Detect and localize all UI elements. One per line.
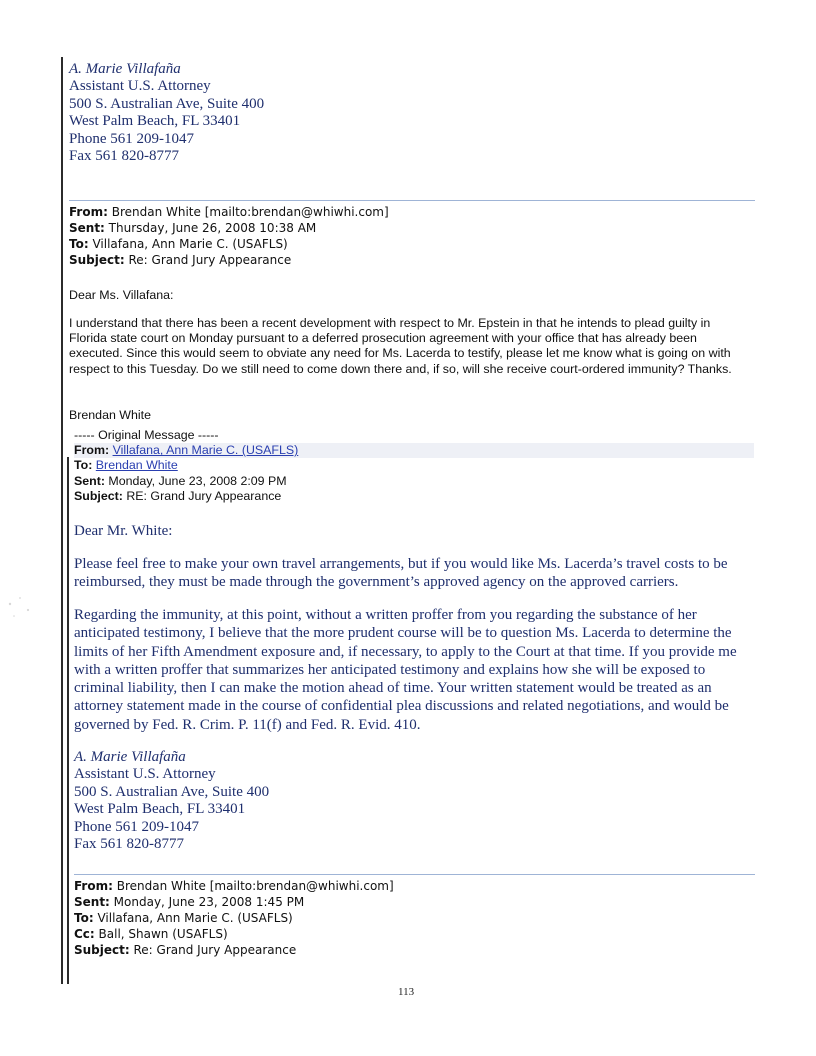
scan-artifact bbox=[0, 590, 40, 630]
sent-line: Sent: Monday, June 23, 2008 1:45 PM bbox=[74, 895, 305, 909]
signature-address2: West Palm Beach, FL 33401 bbox=[69, 113, 241, 130]
email1-paragraph: I understand that there has been a recent development with respect to Mr. Epstein in that he intends to plead guilty in Florida state court on Monday pursuant to a deferred prosecution agreement with your office that has already been executed. Since this would seem to obviate any need for Ms. Lacerda to testify, please let me know what is going on with respect to this Tuesday. Do we still need to come down there and, if so, will she receive court-ordered immunity? Thanks. bbox=[69, 316, 732, 376]
original-sent-line: Sent: Monday, June 23, 2008 2:09 PM bbox=[74, 473, 287, 488]
signature-address1: 500 S. Australian Ave, Suite 400 bbox=[74, 783, 270, 800]
signature-address1: 500 S. Australian Ave, Suite 400 bbox=[69, 95, 265, 112]
signature-fax: Fax 561 820-8777 bbox=[74, 836, 184, 853]
signature-title: Assistant U.S. Attorney bbox=[74, 766, 216, 783]
signature-block-bottom bbox=[74, 749, 269, 853]
signature-phone: Phone 561 209-1047 bbox=[69, 130, 194, 147]
email1-signoff: Brendan White bbox=[69, 408, 151, 422]
header-divider-2 bbox=[74, 874, 755, 875]
page-number: 113 bbox=[398, 986, 415, 998]
signature-fax: Fax 561 820-8777 bbox=[69, 148, 179, 165]
signature-title: Assistant U.S. Attorney bbox=[69, 78, 211, 95]
signature-block-top bbox=[69, 61, 264, 165]
original-to-line: To: Brendan White bbox=[74, 458, 178, 473]
original-from-line: From: Villafana, Ann Marie C. (USAFLS) bbox=[74, 443, 754, 458]
subject-line: Subject: Re: Grand Jury Appearance bbox=[74, 943, 297, 957]
signature-address2: West Palm Beach, FL 33401 bbox=[74, 801, 246, 818]
cc-line: Cc: Ball, Shawn (USAFLS) bbox=[74, 927, 228, 941]
quote-bar-inner bbox=[67, 457, 69, 984]
email-header-3 bbox=[74, 878, 394, 958]
signature-name: A. Marie Villafaña bbox=[74, 749, 186, 765]
signature-name: A. Marie Villafaña bbox=[69, 61, 181, 77]
header-divider-1 bbox=[69, 200, 755, 201]
original-paragraph-1: Please feel free to make your own travel arrangements, but if you would like Ms. Lacerda’s travel costs to be reimbursed, they must be made through the government’s approved agency on the approved carriers. bbox=[74, 556, 728, 591]
original-salutation: Dear Mr. White: bbox=[74, 523, 173, 539]
original-to-link[interactable]: Brendan White bbox=[95, 458, 178, 473]
to-line: To: Villafana, Ann Marie C. (USAFLS) bbox=[69, 237, 288, 251]
original-paragraph-2: Regarding the immunity, at this point, without a written proffer from you regarding the substance of her anticipated testimony, I believe that the more prudent course will be to question Ms. Lacerda to determine the limits of her Fifth Amendment exposure and, if necessary, to apply to the Court at that time. If you provide me with a written proffer that summarizes her anticipated testimony and explains how she will be exposed to criminal liability, then I can make the motion ahead of time. Your written statement would be treated as an attorney statement made in the course of confidential plea discussions and related negotiations, and would be governed by Fed. R. Crim. P. 11(f) and Fed. R. Evid. 410. bbox=[74, 607, 737, 733]
original-subject-line: Subject: RE: Grand Jury Appearance bbox=[74, 488, 282, 503]
to-line: To: Villafana, Ann Marie C. (USAFLS) bbox=[74, 911, 293, 925]
quote-bar-outer bbox=[61, 57, 63, 984]
from-line: From: Brendan White [mailto:brendan@whiwhi.com] bbox=[69, 205, 389, 219]
email1-salutation: Dear Ms. Villafana: bbox=[69, 288, 174, 302]
original-marker: ----- Original Message ----- bbox=[74, 428, 219, 442]
original-from-link[interactable]: Villafana, Ann Marie C. (USAFLS) bbox=[112, 443, 299, 458]
sent-line: Sent: Thursday, June 26, 2008 10:38 AM bbox=[69, 221, 317, 235]
from-line: From: Brendan White [mailto:brendan@whiwhi.com] bbox=[74, 879, 394, 893]
signature-phone: Phone 561 209-1047 bbox=[74, 818, 199, 835]
subject-line: Subject: Re: Grand Jury Appearance bbox=[69, 253, 292, 267]
original-message-header bbox=[74, 428, 754, 504]
email-header-1 bbox=[69, 204, 389, 268]
